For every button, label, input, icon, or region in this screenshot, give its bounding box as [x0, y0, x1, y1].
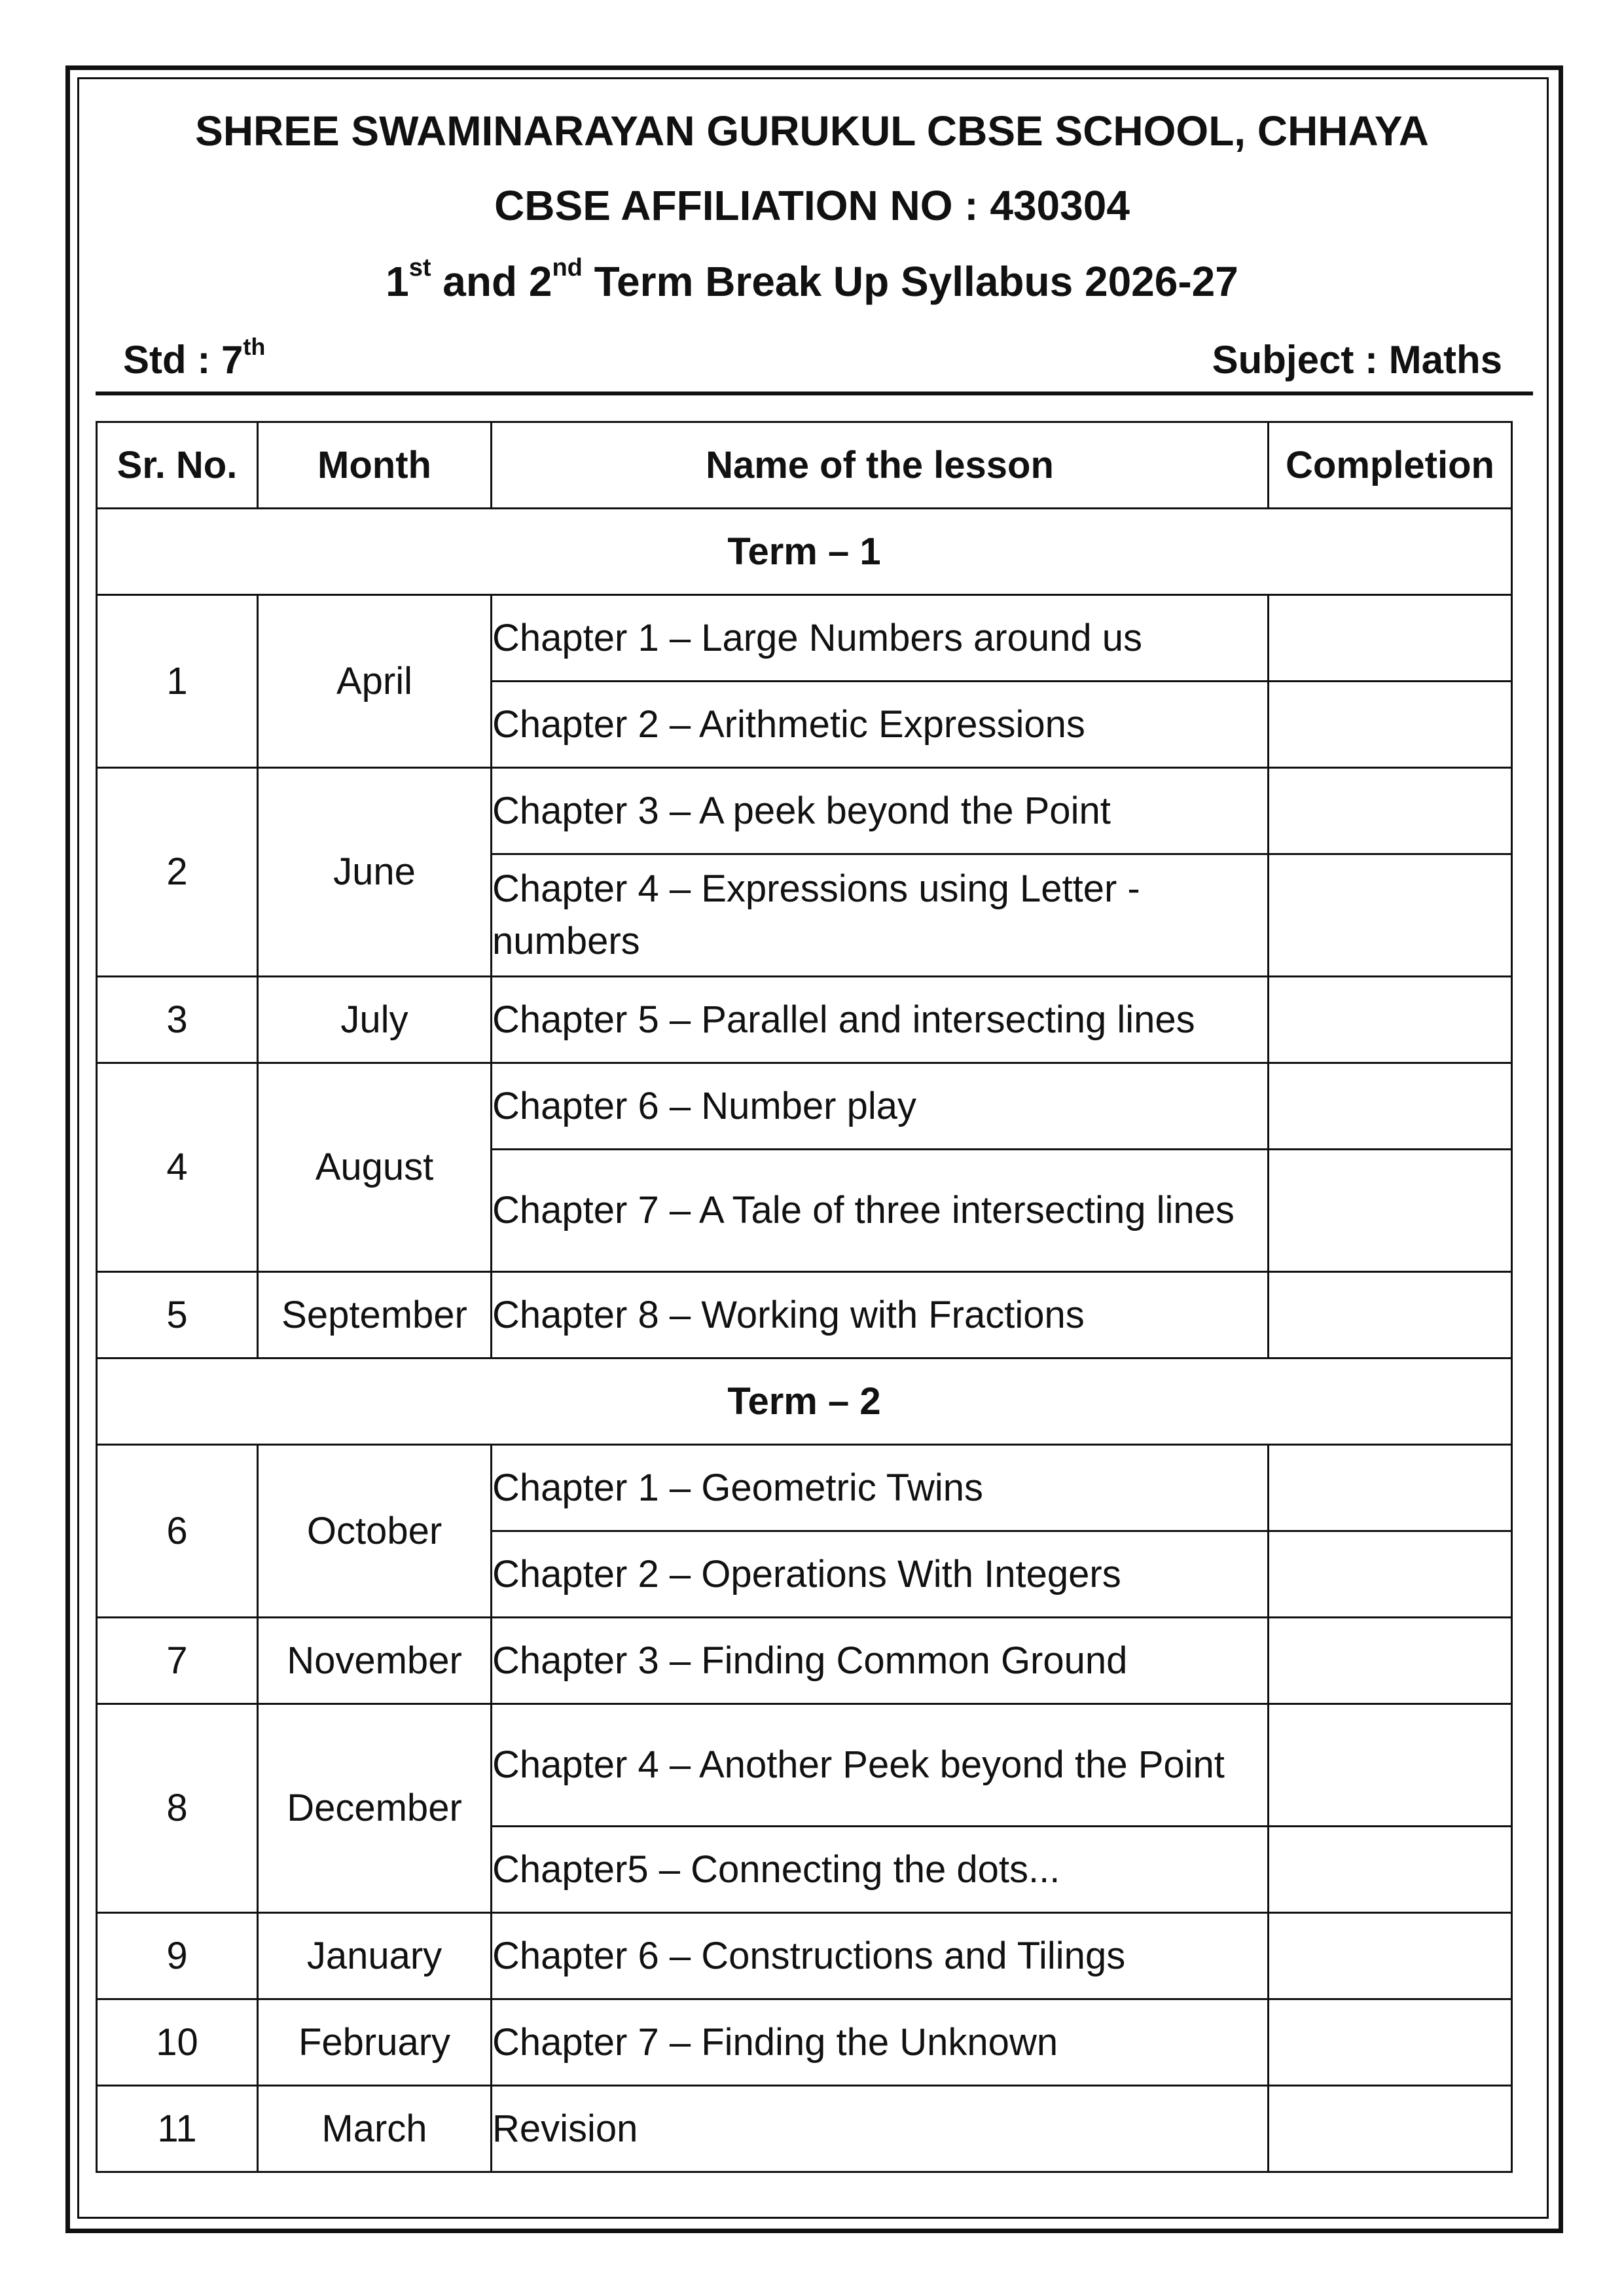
- lesson-name: Chapter 5 – Parallel and intersecting lines: [492, 977, 1269, 1063]
- month: February: [258, 1999, 492, 2086]
- month: January: [258, 1913, 492, 1999]
- completion-cell[interactable]: [1269, 595, 1512, 682]
- title-second-sup: nd: [552, 254, 583, 282]
- title-first-sup: st: [408, 254, 431, 282]
- sr-no: 5: [97, 1272, 258, 1358]
- sr-no: 1: [97, 595, 258, 768]
- lesson-name: Chapter 6 – Constructions and Tilings: [492, 1913, 1269, 1999]
- month: April: [258, 595, 492, 768]
- header-sr-no: Sr. No.: [97, 422, 258, 509]
- lesson-name: Chapter 3 – A peek beyond the Point: [492, 768, 1269, 854]
- table-row: [97, 1704, 1512, 1827]
- lesson-name: Chapter 1 – Large Numbers around us: [492, 595, 1269, 682]
- table-row: [97, 1913, 1512, 1999]
- sr-no: 11: [97, 2086, 258, 2172]
- term-row: [97, 1358, 1512, 1445]
- table-row: [97, 1272, 1512, 1358]
- header-lesson: Name of the lesson: [492, 422, 1269, 509]
- header-completion: Completion: [1269, 422, 1512, 509]
- completion-cell[interactable]: [1269, 1272, 1512, 1358]
- table-row: [97, 1618, 1512, 1704]
- completion-cell[interactable]: [1269, 1913, 1512, 1999]
- title-and: and 2: [431, 258, 552, 305]
- completion-cell[interactable]: [1269, 2086, 1512, 2172]
- completion-cell[interactable]: [1269, 1827, 1512, 1913]
- table-row: [97, 977, 1512, 1063]
- month: October: [258, 1445, 492, 1618]
- sr-no: 10: [97, 1999, 258, 2086]
- lesson-name: Chapter 4 – Another Peek beyond the Point: [492, 1704, 1269, 1827]
- completion-cell[interactable]: [1269, 1150, 1512, 1272]
- syllabus-title: [0, 254, 1624, 305]
- completion-cell[interactable]: [1269, 854, 1512, 977]
- table-row: [97, 595, 1512, 682]
- month: November: [258, 1618, 492, 1704]
- std-text: Std : 7: [123, 338, 244, 382]
- month: August: [258, 1063, 492, 1272]
- header-month: Month: [258, 422, 492, 509]
- lesson-name: Chapter 8 – Working with Fractions: [492, 1272, 1269, 1358]
- std-sup: th: [243, 333, 266, 360]
- lesson-name: Chapter 7 – A Tale of three intersecting lines: [492, 1150, 1269, 1272]
- table-row: [97, 1999, 1512, 2086]
- lesson-name: Chapter 6 – Number play: [492, 1063, 1269, 1150]
- sr-no: 4: [97, 1063, 258, 1272]
- table-row: [97, 2086, 1512, 2172]
- school-name: SHREE SWAMINARAYAN GURUKUL CBSE SCHOOL, CHHAYA: [195, 107, 1429, 155]
- completion-cell[interactable]: [1269, 1618, 1512, 1704]
- title-first: 1: [386, 258, 409, 305]
- completion-cell[interactable]: [1269, 1063, 1512, 1150]
- sr-no: 8: [97, 1704, 258, 1913]
- lesson-name: Chapter 4 – Expressions using Letter - numbers: [492, 854, 1269, 977]
- completion-cell[interactable]: [1269, 1445, 1512, 1531]
- completion-cell[interactable]: [1269, 768, 1512, 854]
- sr-no: 6: [97, 1445, 258, 1618]
- table-row: [97, 1063, 1512, 1150]
- lesson-name: Chapter5 – Connecting the dots...: [492, 1827, 1269, 1913]
- lesson-name: Chapter 3 – Finding Common Ground: [492, 1618, 1269, 1704]
- table-row: [97, 768, 1512, 854]
- term-2-label: Term – 2: [97, 1358, 1512, 1445]
- month: July: [258, 977, 492, 1063]
- month: March: [258, 2086, 492, 2172]
- standard-label: [123, 333, 266, 382]
- table-row: [97, 1445, 1512, 1531]
- term-row: [97, 509, 1512, 595]
- completion-cell[interactable]: [1269, 682, 1512, 768]
- lesson-name: Chapter 1 – Geometric Twins: [492, 1445, 1269, 1531]
- lesson-name: Chapter 2 – Operations With Integers: [492, 1531, 1269, 1618]
- completion-cell[interactable]: [1269, 977, 1512, 1063]
- lesson-name: Chapter 7 – Finding the Unknown: [492, 1999, 1269, 2086]
- month: June: [258, 768, 492, 977]
- affiliation-number: CBSE AFFILIATION NO : 430304: [494, 182, 1130, 229]
- sr-no: 3: [97, 977, 258, 1063]
- header-divider: [96, 392, 1533, 395]
- lesson-name: Revision: [492, 2086, 1269, 2172]
- sr-no: 2: [97, 768, 258, 977]
- sr-no: 7: [97, 1618, 258, 1704]
- completion-cell[interactable]: [1269, 1999, 1512, 2086]
- sr-no: 9: [97, 1913, 258, 1999]
- lesson-name: Chapter 2 – Arithmetic Expressions: [492, 682, 1269, 768]
- month: September: [258, 1272, 492, 1358]
- title-rest: Term Break Up Syllabus 2026-27: [582, 258, 1238, 305]
- completion-cell[interactable]: [1269, 1531, 1512, 1618]
- syllabus-table: [96, 421, 1513, 2173]
- term-1-label: Term – 1: [97, 509, 1512, 595]
- completion-cell[interactable]: [1269, 1704, 1512, 1827]
- table-header-row: [97, 422, 1512, 509]
- month: December: [258, 1704, 492, 1913]
- subject-label: Subject : Maths: [1212, 338, 1502, 382]
